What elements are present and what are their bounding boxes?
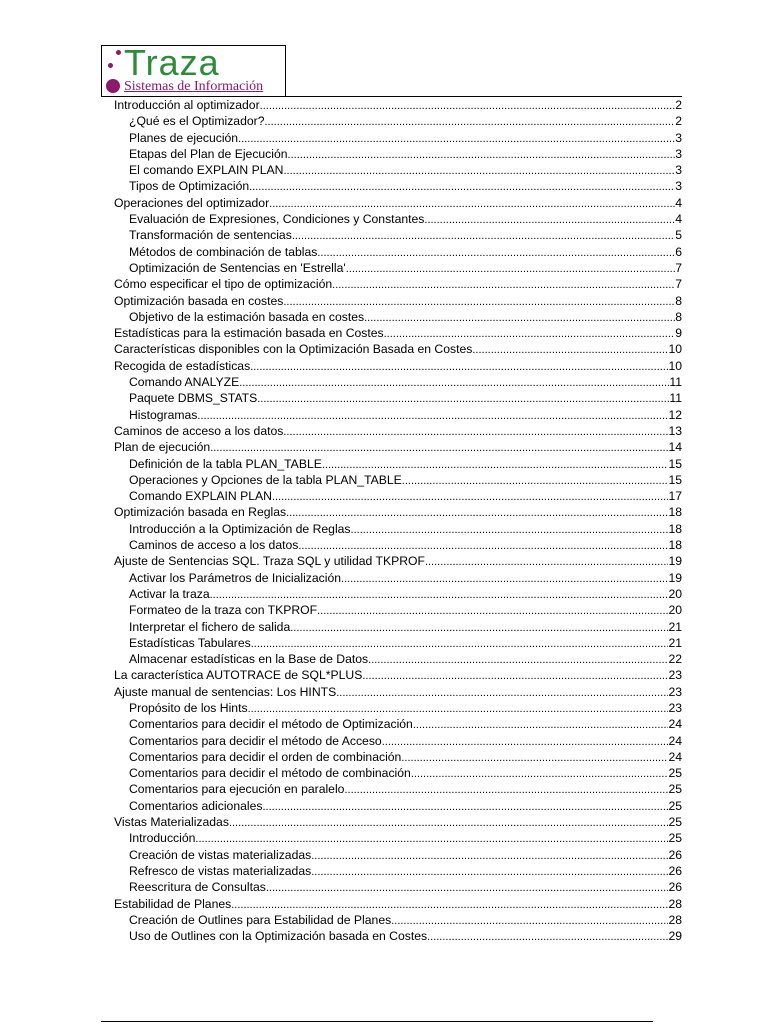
toc-entry[interactable]: [114, 733, 682, 749]
toc-dot-leader: [229, 815, 669, 831]
toc-entry[interactable]: [114, 211, 682, 227]
toc-entry-page: 25: [668, 798, 682, 813]
toc-entry-page: 2: [675, 114, 682, 129]
toc-entry[interactable]: [114, 912, 682, 928]
toc-entry-title: Activar los Parámetros de Inicialización: [129, 570, 342, 585]
toc-entry[interactable]: [114, 928, 682, 944]
toc-entry-title: Caminos de acceso a los datos: [129, 538, 299, 553]
toc-dot-leader: [283, 424, 668, 440]
toc-entry[interactable]: [114, 276, 682, 292]
toc-entry-page: 14: [668, 440, 682, 455]
toc-entry-page: 10: [668, 342, 682, 357]
toc-dot-leader: [286, 505, 668, 521]
toc-entry-title: Introducción al optimizador: [114, 98, 260, 112]
toc-entry-page: 7: [675, 260, 682, 275]
toc-entry[interactable]: [114, 97, 682, 113]
toc-entry-page: 3: [675, 130, 682, 145]
toc-entry-title: Recogida de estadísticas: [114, 358, 251, 373]
toc-entry[interactable]: [114, 374, 682, 390]
toc-entry-page: 20: [668, 586, 682, 601]
toc-dot-leader: [257, 391, 669, 407]
toc-entry[interactable]: [114, 113, 682, 129]
toc-entry[interactable]: [114, 178, 682, 194]
toc-dot-leader: [238, 131, 675, 147]
toc-entry-title: Creación de Outlines para Estabilidad de Planes: [129, 912, 392, 927]
toc-entry[interactable]: [114, 553, 682, 569]
toc-entry-title: Comentarios para decidir el orden de combinación: [129, 749, 402, 764]
toc-entry-page: 4: [675, 212, 682, 227]
toc-entry-title: Almacenar estadísticas en la Base de Datos: [129, 652, 369, 667]
toc-dot-leader: [292, 228, 675, 244]
toc-entry[interactable]: [114, 439, 682, 455]
toc-entry-title: Comentarios adicionales: [129, 798, 263, 813]
toc-entry-page: 23: [668, 700, 682, 715]
toc-dot-leader: [341, 571, 668, 587]
toc-entry-page: 18: [668, 521, 682, 536]
toc-dot-leader: [401, 750, 668, 766]
toc-entry-page: 19: [668, 554, 682, 569]
toc-entry-title: Introducción a la Optimización de Reglas: [129, 521, 351, 536]
toc-entry[interactable]: [114, 162, 682, 178]
toc-entry-page: 24: [668, 749, 682, 764]
toc-entry-title: Paquete DBMS_STATS: [129, 391, 258, 406]
toc-entry[interactable]: [114, 847, 682, 863]
toc-entry[interactable]: [114, 749, 682, 765]
toc-entry[interactable]: [114, 146, 682, 162]
toc-entry-page: 20: [668, 603, 682, 618]
toc-entry[interactable]: [114, 619, 682, 635]
toc-dot-leader: [290, 620, 668, 636]
footer-divider: [101, 1021, 653, 1022]
toc-dot-leader: [322, 457, 669, 473]
toc-dot-leader: [364, 310, 675, 326]
toc-entry-title: Interpretar el fichero de salida: [129, 619, 291, 634]
toc-dot-leader: [210, 440, 668, 456]
toc-entry-page: 2: [675, 98, 682, 112]
toc-dot-leader: [195, 831, 668, 847]
toc-dot-leader: [427, 929, 668, 945]
toc-entry[interactable]: [114, 863, 682, 879]
toc-entry-page: 12: [668, 407, 682, 422]
toc-entry[interactable]: [114, 488, 682, 504]
toc-dot-leader: [298, 538, 668, 554]
toc-entry[interactable]: [114, 293, 682, 309]
toc-entry-title: Propósito de los Hints: [129, 700, 248, 715]
toc-entry-title: Estadísticas Tabulares: [129, 635, 251, 650]
toc-entry-title: Optimización basada en costes: [114, 293, 284, 308]
toc-entry-title: Comentarios para ejecución en paralelo: [129, 782, 345, 797]
toc-entry-title: Estadísticas para la estimación basada en Costes: [114, 326, 384, 341]
toc-entry[interactable]: [114, 635, 682, 651]
toc-entry[interactable]: [114, 570, 682, 586]
toc-dot-leader: [266, 880, 669, 896]
toc-entry[interactable]: [114, 358, 682, 374]
toc-entry-page: 21: [668, 619, 682, 634]
toc-entry-title: Histogramas: [129, 407, 198, 422]
toc-entry-title: Comando ANALYZE: [129, 375, 240, 390]
toc-entry[interactable]: [114, 586, 682, 602]
toc-entry-title: Definición de la tabla PLAN_TABLE: [129, 456, 322, 471]
logo-dot-large: [106, 79, 120, 93]
toc-entry-title: Etapas del Plan de Ejecución: [129, 146, 288, 161]
toc-entry-page: 8: [675, 309, 682, 324]
toc-entry-page: 13: [668, 423, 682, 438]
toc-entry[interactable]: [114, 456, 682, 472]
toc-entry-page: 23: [668, 684, 682, 699]
toc-entry[interactable]: [114, 798, 682, 814]
toc-dot-leader: [351, 522, 669, 538]
toc-dot-leader: [382, 734, 669, 750]
toc-dot-leader: [391, 913, 668, 929]
toc-entry-page: 22: [668, 652, 682, 667]
toc-entry-title: La característica AUTOTRACE de SQL*PLUS: [114, 668, 363, 683]
toc-entry[interactable]: [114, 781, 682, 797]
toc-dot-leader: [336, 685, 668, 701]
toc-entry-page: 9: [675, 326, 682, 341]
toc-dot-leader: [248, 701, 669, 717]
toc-entry-page: 25: [668, 815, 682, 830]
toc-dot-leader: [368, 652, 668, 668]
toc-dot-leader: [344, 782, 668, 798]
toc-entry-title: Introducción: [129, 831, 196, 846]
toc-entry-title: Características disponibles con la Optimización Basada en Costes: [114, 342, 473, 357]
toc-entry[interactable]: [114, 423, 682, 439]
toc-dot-leader: [362, 668, 668, 684]
toc-entry[interactable]: [114, 309, 682, 325]
toc-entry-title: Objetivo de la estimación basada en costes: [129, 309, 365, 324]
toc-entry-title: Comentarios para decidir el método de combinación: [129, 766, 411, 781]
logo-title: Traza: [124, 42, 220, 83]
toc-dot-leader: [272, 489, 669, 505]
toc-entry[interactable]: [114, 651, 682, 667]
toc-dot-leader: [317, 245, 675, 261]
toc-entry[interactable]: [114, 896, 682, 912]
toc-entry[interactable]: [114, 537, 682, 553]
toc-entry[interactable]: [114, 830, 682, 846]
toc-entry-page: 11: [669, 375, 682, 390]
toc-dot-leader: [384, 326, 676, 342]
toc-dot-leader: [262, 799, 668, 815]
toc-entry-page: 28: [668, 912, 682, 927]
toc-dot-leader: [332, 277, 675, 293]
toc-entry-page: 6: [675, 244, 682, 259]
toc-entry-title: Métodos de combinación de tablas: [129, 244, 318, 259]
toc-entry-title: Refresco de vistas materializadas: [129, 863, 312, 878]
traza-logo: [101, 42, 286, 97]
toc-entry-title: Ajuste manual de sentencias: Los HINTS: [114, 684, 337, 699]
toc-entry-page: 25: [668, 831, 682, 846]
toc-entry-page: 18: [668, 505, 682, 520]
toc-dot-leader: [424, 212, 675, 228]
toc-entry-page: 29: [668, 929, 682, 944]
toc-dot-leader: [264, 114, 675, 130]
toc-entry[interactable]: [114, 602, 682, 618]
toc-dot-leader: [283, 163, 675, 179]
toc-entry-title: Activar la traza: [129, 586, 210, 601]
toc-entry[interactable]: [114, 684, 682, 700]
toc-entry[interactable]: [114, 325, 682, 341]
toc-entry-title: Operaciones y Opciones de la tabla PLAN_TABLE: [129, 472, 402, 487]
toc-entry-title: Optimización basada en Reglas: [114, 505, 287, 520]
logo-subtitle: Sistemas de Información: [124, 79, 264, 94]
toc-entry[interactable]: [114, 716, 682, 732]
toc-entry-page: 15: [668, 472, 682, 487]
toc-dot-leader: [260, 98, 676, 114]
toc-dot-leader: [239, 375, 669, 391]
toc-entry[interactable]: [114, 472, 682, 488]
toc-entry-title: Estabilidad de Planes: [114, 896, 232, 911]
toc-entry[interactable]: [114, 227, 682, 243]
logo-dot-small: [116, 50, 121, 55]
toc-dot-leader: [402, 473, 669, 489]
toc-entry[interactable]: [114, 260, 682, 276]
toc-dot-leader: [411, 766, 669, 782]
toc-entry[interactable]: [114, 195, 682, 211]
toc-entry[interactable]: [114, 667, 682, 683]
toc-entry-title: Comentarios para decidir el método de Acceso: [129, 733, 382, 748]
toc-entry-title: Tipos de Optimización: [129, 179, 250, 194]
toc-entry-page: 24: [668, 717, 682, 732]
toc-dot-leader: [472, 342, 668, 358]
toc-dot-leader: [311, 864, 668, 880]
toc-entry-title: Comando EXPLAIN PLAN: [129, 489, 272, 504]
toc-entry[interactable]: [114, 130, 682, 146]
toc-entry-page: 26: [668, 880, 682, 895]
toc-entry-title: El comando EXPLAIN PLAN: [129, 163, 284, 178]
toc-entry-title: Creación de vistas materializadas: [129, 847, 312, 862]
toc-entry-title: Uso de Outlines con la Optimización basada en Costes: [129, 929, 428, 944]
toc-entry-page: 28: [668, 896, 682, 911]
toc-dot-leader: [317, 603, 668, 619]
toc-entry-page: 21: [668, 635, 682, 650]
toc-dot-leader: [311, 848, 668, 864]
toc-dot-leader: [346, 261, 676, 277]
toc-entry-page: 8: [675, 293, 682, 308]
toc-dot-leader: [251, 636, 669, 652]
toc-entry-page: 3: [675, 163, 682, 178]
toc-entry[interactable]: [114, 879, 682, 895]
toc-entry-title: Ajuste de Sentencias SQL. Traza SQL y utilidad TKPROF: [114, 554, 425, 569]
toc-entry-page: 24: [668, 733, 682, 748]
toc-dot-leader: [231, 897, 668, 913]
toc-entry[interactable]: [114, 765, 682, 781]
toc-entry-page: 23: [668, 668, 682, 683]
table-of-contents: [114, 96, 682, 944]
toc-entry-page: 11: [669, 391, 682, 406]
toc-entry-page: 25: [668, 766, 682, 781]
toc-entry-title: Cómo especificar el tipo de optimización: [114, 277, 333, 292]
toc-entry-page: 26: [668, 847, 682, 862]
toc-dot-leader: [413, 717, 669, 733]
toc-entry-title: Vistas Materializadas: [114, 815, 229, 830]
toc-entry[interactable]: [114, 390, 682, 406]
toc-entry-page: 7: [675, 277, 682, 292]
toc-entry-title: Caminos de acceso a los datos: [114, 423, 284, 438]
toc-entry-title: Plan de ejecución: [114, 440, 211, 455]
toc-entry-title: Reescritura de Consultas: [129, 880, 266, 895]
toc-entry-page: 10: [668, 358, 682, 373]
toc-entry-page: 17: [668, 489, 682, 504]
toc-entry-page: 3: [675, 179, 682, 194]
toc-entry-page: 4: [675, 195, 682, 210]
toc-entry-title: Evaluación de Expresiones, Condiciones y Constantes: [129, 212, 425, 227]
toc-entry[interactable]: [114, 341, 682, 357]
toc-entry-title: Formateo de la traza con TKPROF: [129, 603, 318, 618]
toc-entry-title: Optimización de Sentencias en 'Estrella': [129, 260, 346, 275]
toc-entry[interactable]: [114, 407, 682, 423]
toc-entry-title: ¿Qué es el Optimizador?: [129, 114, 265, 129]
toc-entry-title: Planes de ejecución: [129, 130, 239, 145]
toc-dot-leader: [197, 408, 668, 424]
toc-dot-leader: [288, 147, 676, 163]
toc-dot-leader: [250, 359, 668, 375]
toc-entry[interactable]: [114, 700, 682, 716]
toc-dot-leader: [249, 179, 675, 195]
toc-entry-page: 5: [675, 228, 682, 243]
toc-entry-page: 18: [668, 538, 682, 553]
toc-entry[interactable]: [114, 504, 682, 520]
toc-dot-leader: [283, 294, 675, 310]
toc-entry-title: Operaciones del optimizador: [114, 195, 270, 210]
toc-entry[interactable]: [114, 521, 682, 537]
toc-entry-page: 3: [675, 146, 682, 161]
toc-entry-page: 26: [668, 863, 682, 878]
toc-entry-page: 19: [668, 570, 682, 585]
toc-entry-page: 25: [668, 782, 682, 797]
logo-dot-small: [108, 63, 113, 68]
toc-entry-page: 15: [668, 456, 682, 471]
toc-entry-title: Comentarios para decidir el método de Optimización: [129, 717, 413, 732]
toc-dot-leader: [269, 196, 675, 212]
toc-dot-leader: [210, 587, 669, 603]
toc-entry[interactable]: [114, 244, 682, 260]
toc-entry-title: Transformación de sentencias: [129, 228, 292, 243]
toc-dot-leader: [425, 554, 669, 570]
toc-entry[interactable]: [114, 814, 682, 830]
